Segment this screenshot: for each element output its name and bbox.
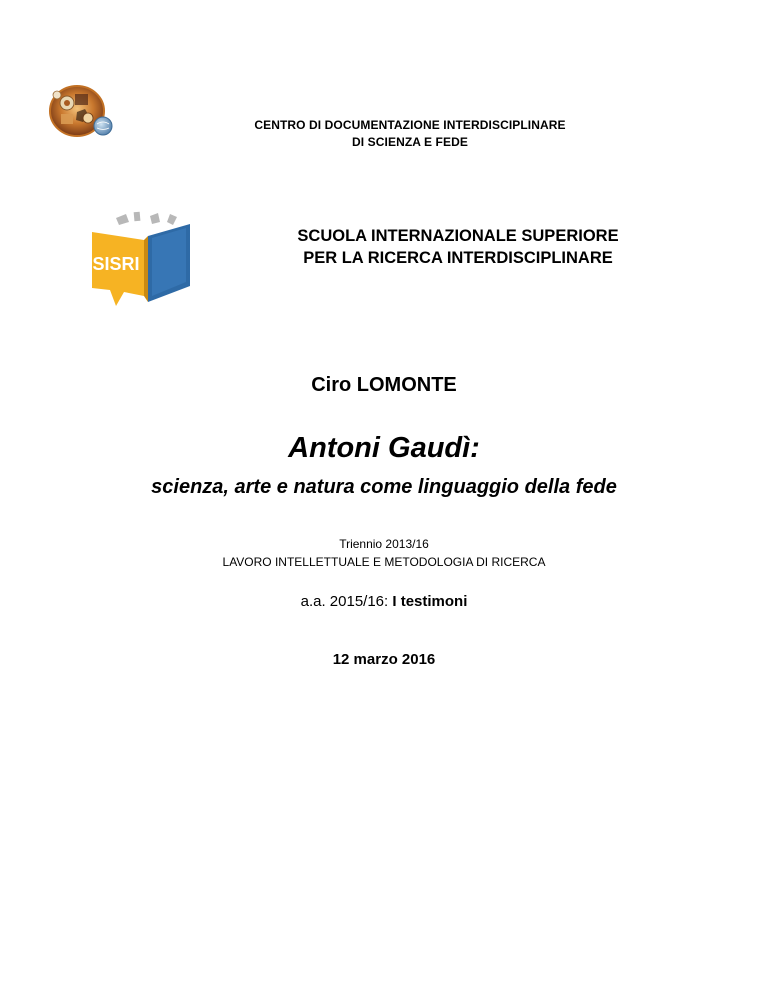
centro-logo [47, 82, 115, 140]
centro-line-1: CENTRO DI DOCUMENTAZIONE INTERDISCIPLINARE [254, 118, 566, 132]
triennio-label: Triennio 2013/16 [339, 537, 429, 551]
sisri-logo-text: SISRI [92, 254, 140, 274]
document-date: 12 marzo 2016 [332, 651, 436, 668]
document-subtitle: scienza, arte e natura come linguaggio della fede [151, 476, 617, 498]
document-title: Antoni Gaudì: [288, 432, 480, 464]
course-info [0, 535, 768, 571]
school-line-1: SCUOLA INTERNAZIONALE SUPERIORE [297, 227, 619, 245]
school-name [220, 225, 696, 269]
centro-org-name [160, 117, 660, 151]
sisri-logo [86, 210, 198, 308]
school-line-2: PER LA RICERCA INTERDISCIPLINARE [303, 249, 613, 267]
centro-line-2: DI SCIENZA E FEDE [352, 135, 468, 149]
author-name: Ciro LOMONTE [311, 374, 457, 396]
program-name: LAVORO INTELLETTUALE E METODOLOGIA DI RICERCA [222, 555, 546, 569]
academic-year-prefix: a.a. 2015/16: [300, 593, 393, 610]
academic-year-theme: I testimoni [392, 593, 468, 610]
academic-year [0, 593, 768, 610]
